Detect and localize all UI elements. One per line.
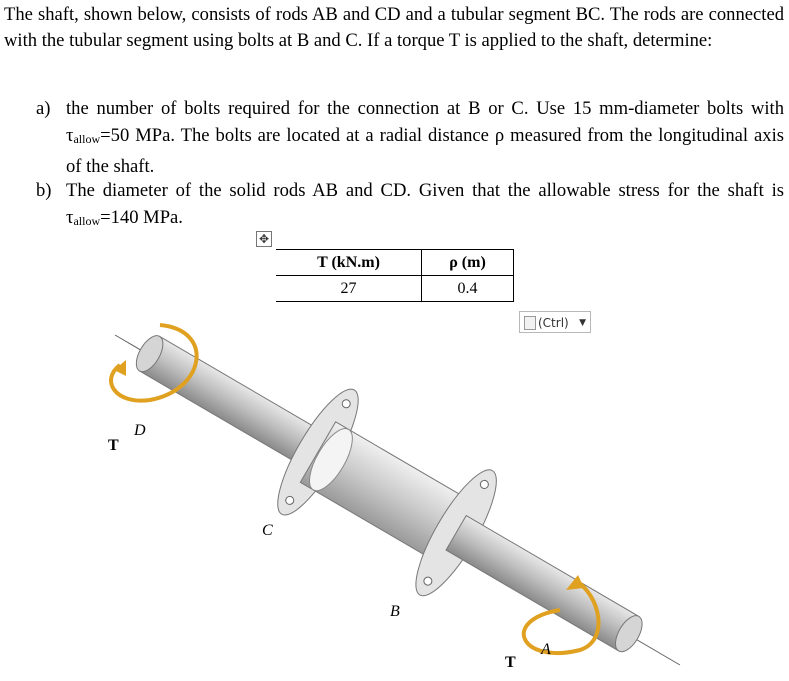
rod-ab xyxy=(446,516,639,651)
table-move-handle-icon[interactable]: ✥ xyxy=(256,231,272,247)
part-a xyxy=(36,95,784,180)
cell-torque: 27 xyxy=(276,276,422,302)
header-torque: T (kN.m) xyxy=(276,250,422,276)
values-table xyxy=(276,249,514,302)
part-b-label: b) xyxy=(36,180,52,201)
problem-intro: The shaft, shown below, consists of rods AB and CD and a tubular segment BC. The rods are connected with the tubular segment using bolts at B and C. If a torque T is applied to the shaft, determine: xyxy=(4,4,784,51)
label-t-left: T xyxy=(108,437,119,454)
chevron-down-icon: ▼ xyxy=(579,318,586,328)
label-a: A xyxy=(541,641,551,658)
header-rho: ρ (m) xyxy=(422,250,514,276)
label-b: B xyxy=(390,603,400,620)
paste-options-label: (Ctrl) xyxy=(538,316,569,330)
shaft-figure xyxy=(0,320,789,681)
part-b xyxy=(36,177,784,235)
table-row xyxy=(276,276,514,302)
cell-rho: 0.4 xyxy=(422,276,514,302)
label-c: C xyxy=(262,522,273,539)
part-a-text: the number of bolts required for the connection at B or C. Use 15 mm-diameter bolts with τallow=50 MPa. The bolts are located at a radial distance ρ measured from the longitudinal axis of the shaft. xyxy=(66,98,784,177)
part-a-label: a) xyxy=(36,98,51,119)
label-d: D xyxy=(134,422,146,439)
part-b-text: The diameter of the solid rods AB and CD. Given that the allowable stress for the shaft is τallow=140 MPa. xyxy=(66,180,784,228)
label-t-right: T xyxy=(505,654,516,671)
table-header-row xyxy=(276,250,514,276)
